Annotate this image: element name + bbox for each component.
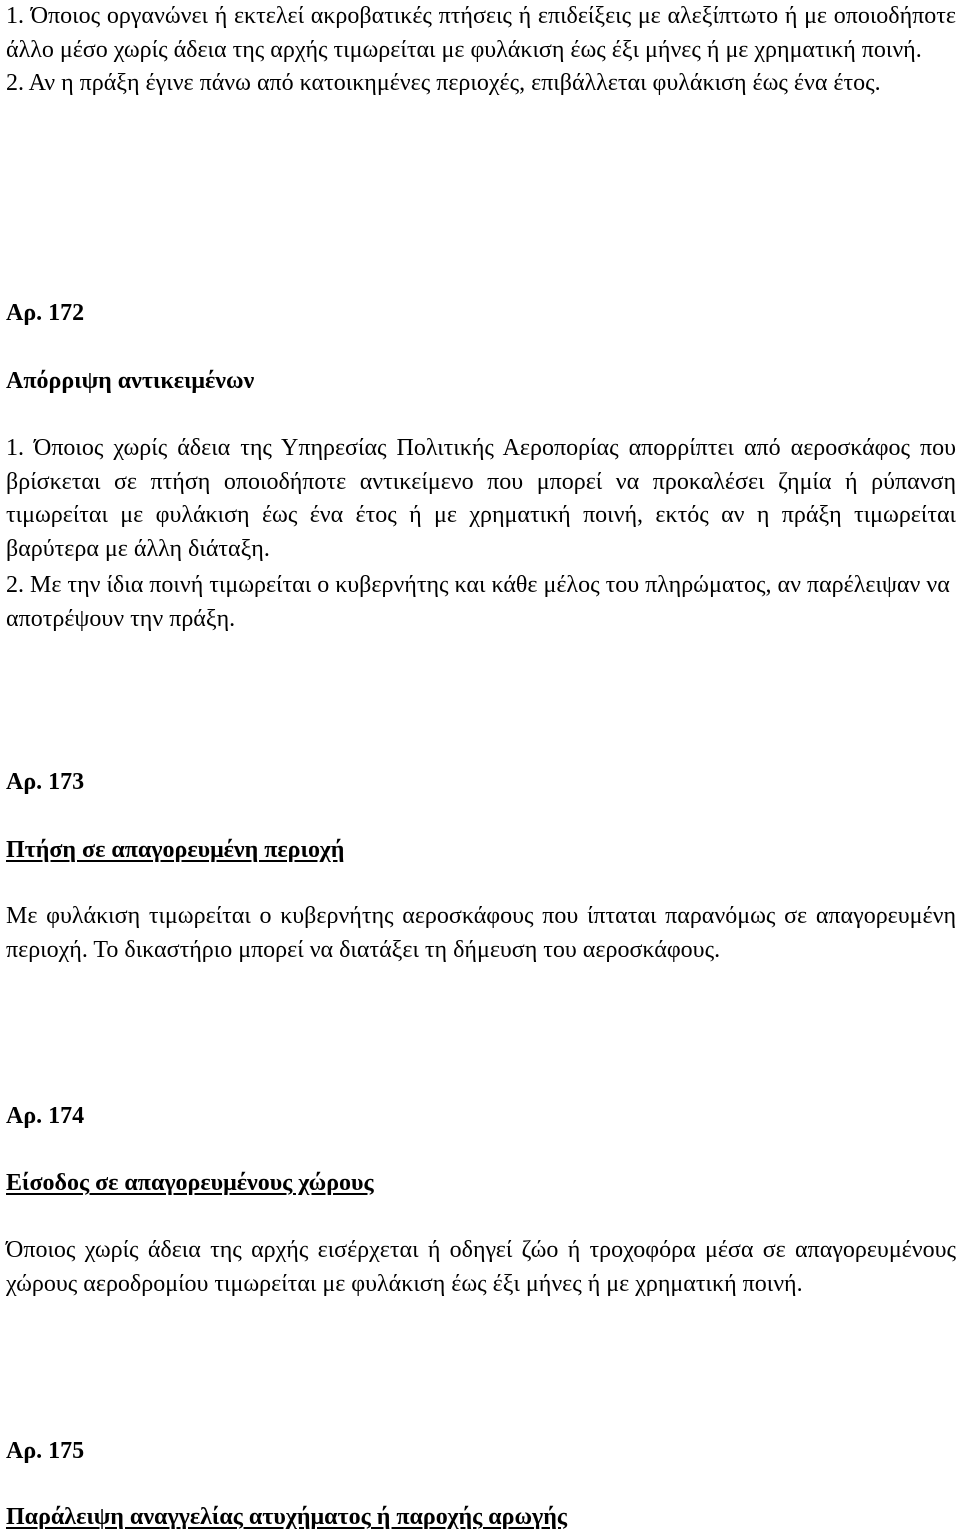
paragraph: Με φυλάκιση τιμωρείται ο κυβερνήτης αεροσκάφους που ίπταται παρανόμως σε απαγορευμένη περιοχή. Το δικαστήριο μπορεί να διατάξει τη δήμευση του αεροσκάφους. xyxy=(6,903,956,963)
paragraph: 2. Με την ίδια ποινή τιμωρείται ο κυβερνήτης και κάθε μέλος του πληρώματος, αν παρέλειψαν να αποτρέψουν την πράξη. xyxy=(6,572,950,632)
article-175-title-wrap xyxy=(6,1501,956,1535)
paragraph: 2. Αν η πράξη έγινε πάνω από κατοικημένες περιοχές, επιβάλλεται φυλάκιση έως ένα έτος. xyxy=(6,70,881,96)
article-title-text: Είσοδος σε απαγορευμένους χώρους xyxy=(6,1170,374,1196)
article-174-body xyxy=(6,1234,956,1301)
article-title xyxy=(6,1167,956,1201)
article-172-body xyxy=(6,432,956,636)
article-title xyxy=(6,834,956,868)
article-173 xyxy=(6,766,956,800)
article-number: Αρ. 172 xyxy=(6,300,85,326)
paragraph: 1. Όποιος οργανώνει ή εκτελεί ακροβατικές πτήσεις ή επιδείξεις με αλεξίπτωτο ή με οποιοδήποτε άλλο μέσο χωρίς άδεια της αρχής τιμωρείται με φυλάκιση έως έξι μήνες ή με χρηματική ποινή. xyxy=(6,3,956,63)
article-title: Απόρριψη αντικειμένων xyxy=(6,368,255,394)
article-title xyxy=(6,1501,956,1535)
article-175 xyxy=(6,1435,956,1469)
article-173-body xyxy=(6,900,956,967)
top-section xyxy=(6,0,956,101)
article-number: Αρ. 173 xyxy=(6,769,85,795)
article-172-title-wrap xyxy=(6,365,956,399)
article-174-title-wrap xyxy=(6,1167,956,1201)
article-173-title-wrap xyxy=(6,834,956,868)
article-number: Αρ. 174 xyxy=(6,1103,85,1129)
paragraph: 1. Όποιος χωρίς άδεια της Υπηρεσίας Πολιτικής Αεροπορίας απορρίπτει από αεροσκάφος που βρίσκεται σε πτήση οποιοδήποτε αντικείμενο που μπορεί να προκαλέσει ζημία ή ρύπανση τιμωρείται με φυλάκιση έως ένα έτος ή με χρηματική ποινή, εκτός αν η πράξη τιμωρείται βαρύτερα με άλλη διάταξη. xyxy=(6,435,956,562)
paragraph: Όποιος χωρίς άδεια της αρχής εισέρχεται ή οδηγεί ζώο ή τροχοφόρα μέσα σε απαγορευμένους χώρους αεροδρομίου τιμωρείται με φυλάκιση έως έξι μήνες ή με χρηματική ποινή. xyxy=(6,1237,956,1297)
article-title-text: Παράλειψη αναγγελίας ατυχήματος ή παροχής αρωγής xyxy=(6,1504,568,1530)
article-number: Αρ. 175 xyxy=(6,1438,85,1464)
article-172 xyxy=(6,297,956,331)
article-title-text: Πτήση σε απαγορευμένη περιοχή xyxy=(6,837,345,863)
article-174 xyxy=(6,1100,956,1134)
